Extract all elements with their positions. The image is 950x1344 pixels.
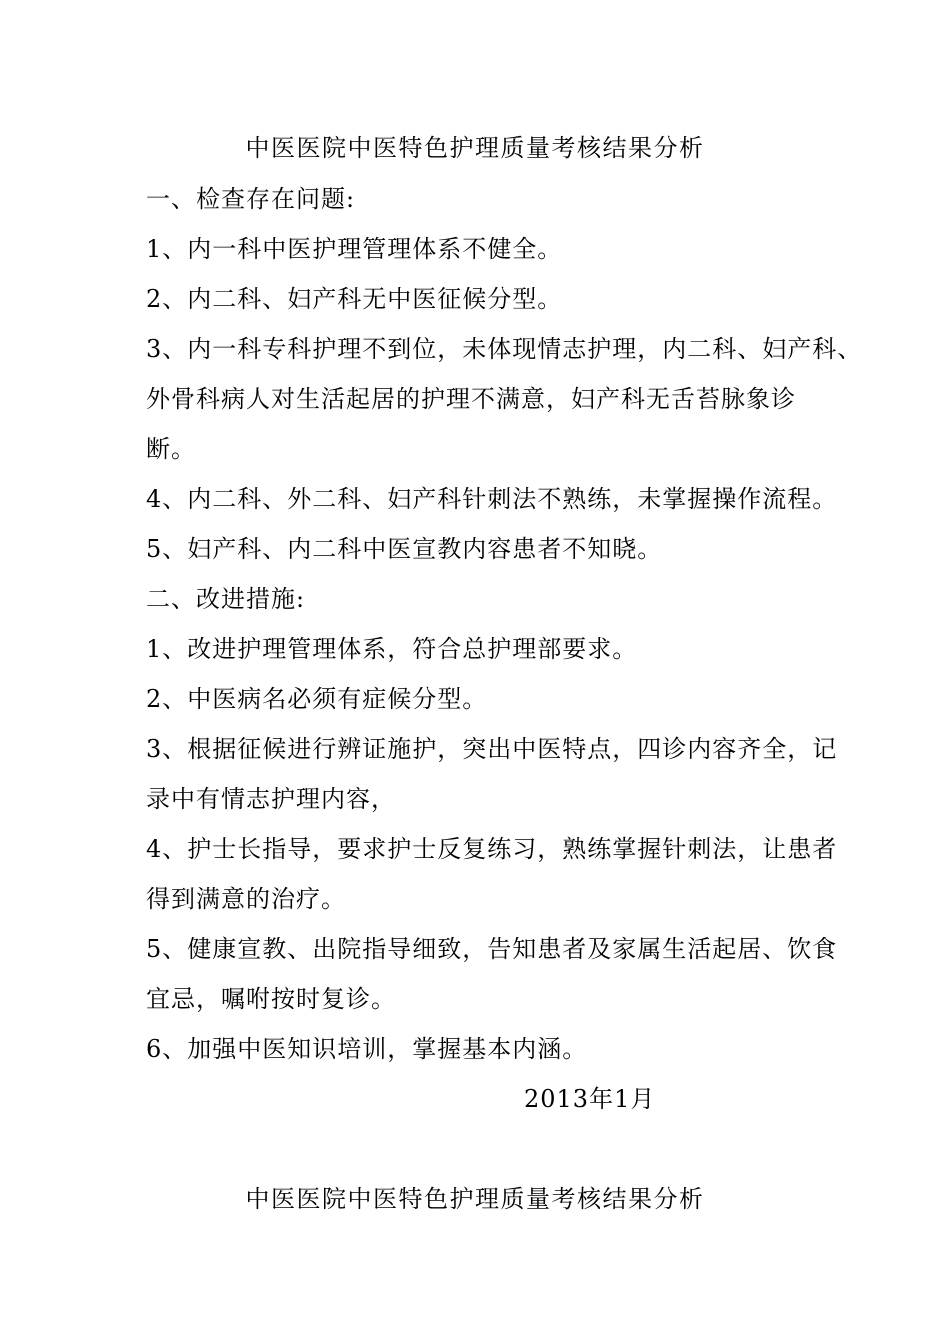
document-date: 2013年1月: [524, 1085, 656, 1113]
measure-line: 录中有情志护理内容，: [146, 785, 396, 813]
section-heading-problems: 一、检查存在问题:: [146, 185, 356, 213]
measure-line: 3、根据征候进行辨证施护，突出中医特点，四诊内容齐全，记: [146, 735, 838, 763]
measure-line: 得到满意的治疗。: [146, 885, 346, 913]
measure-line: 宜忌，嘱咐按时复诊。: [146, 985, 396, 1013]
problem-line: 3、内一科专科护理不到位，未体现情志护理，内二科、妇产科、: [146, 335, 863, 363]
measure-line: 2、中医病名必须有症候分型。: [146, 685, 488, 713]
measure-line: 6、加强中医知识培训，掌握基本内涵。: [146, 1035, 588, 1063]
problem-line: 5、妇产科、内二科中医宣教内容患者不知晓。: [146, 535, 663, 563]
measure-line: 1、改进护理管理体系，符合总护理部要求。: [146, 635, 638, 663]
measure-line: 4、护士长指导，要求护士反复练习，熟练掌握针刺法，让患者: [146, 835, 838, 863]
problem-line: 外骨科病人对生活起居的护理不满意，妇产科无舌苔脉象诊: [146, 385, 796, 413]
problem-line: 4、内二科、外二科、妇产科针刺法不熟练，未掌握操作流程。: [146, 485, 838, 513]
measure-line: 5、健康宣教、出院指导细致，告知患者及家属生活起居、饮食: [146, 935, 838, 963]
problem-line: 2、内二科、妇产科无中医征候分型。: [146, 285, 563, 313]
section-heading-measures: 二、改进措施:: [146, 585, 306, 613]
problem-line: 断。: [146, 435, 196, 463]
problem-line: 1、内一科中医护理管理体系不健全。: [146, 235, 563, 263]
next-document-title: 中医医院中医特色护理质量考核结果分析: [245, 1185, 705, 1213]
document-title: 中医医院中医特色护理质量考核结果分析: [245, 134, 705, 162]
